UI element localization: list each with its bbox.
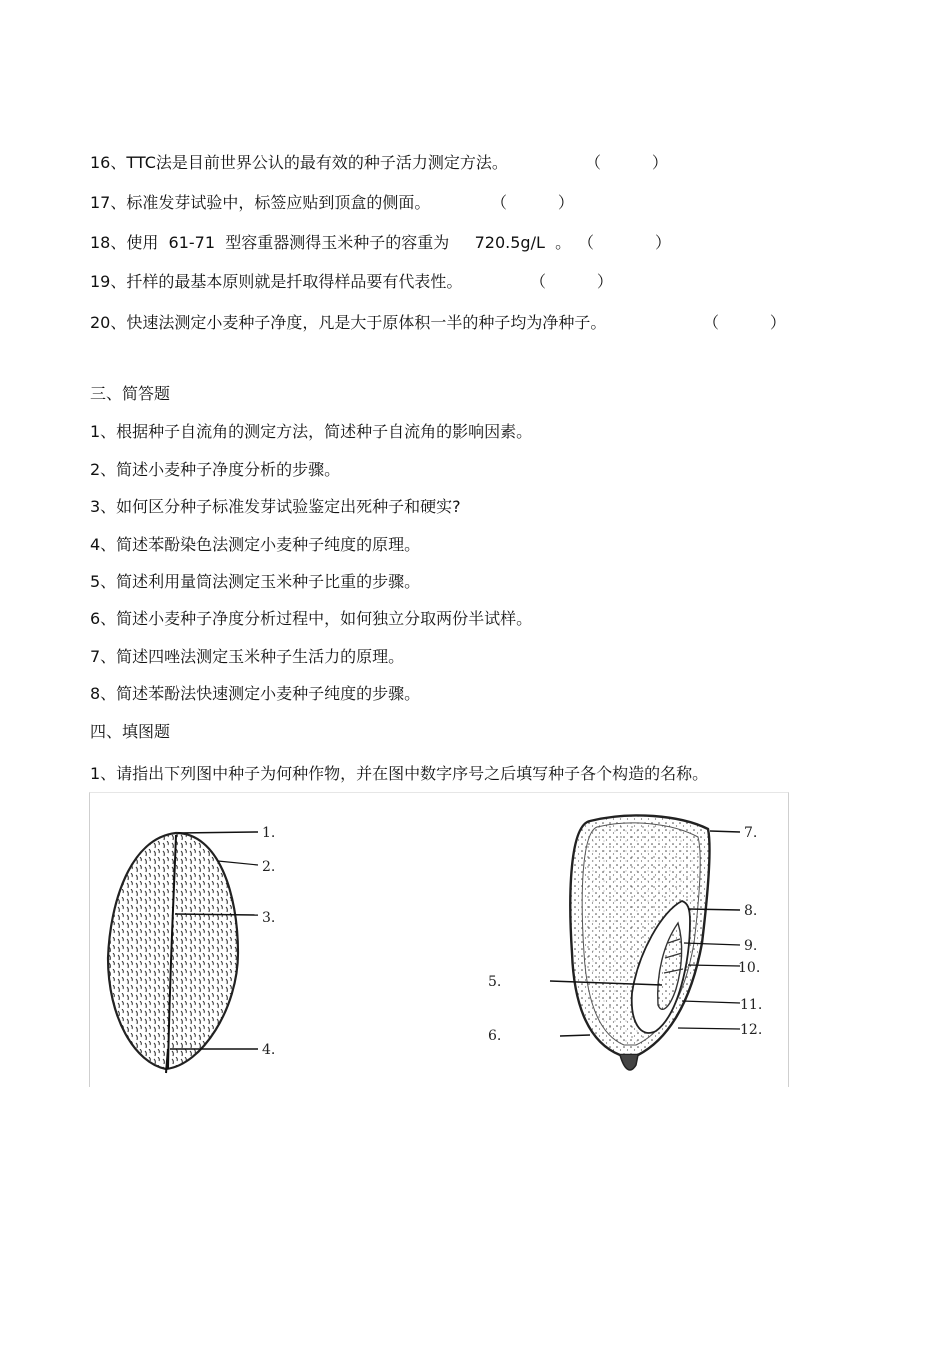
seed-figure-frame [89,792,789,1087]
label-2: 2. [262,859,276,875]
label-10: 10. [738,960,761,976]
tf-question-18: 18、使用 61-71 型容重器测得玉米种子的容重为 720.5g/L 。 [90,233,572,252]
short-answer-question: 6、简述小麦种子净度分析过程中，如何独立分取两份半试样。 [90,609,533,628]
label-6: 6. [488,1028,502,1044]
maize-seed-section-illustration [550,815,740,1070]
tf-question-20: 20、快速法测定小麦种子净度，凡是大于原体积一半的种子均为净种子。 [90,313,607,332]
label-12: 12. [740,1022,763,1038]
tf-question-16: 16、TTC法是目前世界公认的最有效的种子活力测定方法。 [90,153,508,172]
short-answer-question: 4、简述苯酚染色法测定小麦种子纯度的原理。 [90,535,421,554]
fill-figure-question: 1、请指出下列图中种子为何种作物，并在图中数字序号之后填写种子各个构造的名称。 [90,764,709,783]
label-4: 4. [262,1042,276,1058]
answer-bracket-20[interactable]: （ ） [703,313,786,332]
label-3: 3. [262,910,276,926]
seed-diagram [90,793,788,1087]
label-8: 8. [744,903,758,919]
label-9: 9. [744,938,758,954]
short-answer-question: 7、简述四唑法测定玉米种子生活力的原理。 [90,647,405,666]
short-answer-question: 2、简述小麦种子净度分析的步骤。 [90,460,341,479]
label-11: 11. [740,997,763,1013]
label-5: 5. [488,974,502,990]
wheat-seed-illustration [108,832,258,1073]
short-answer-question: 3、如何区分种子标准发芽试验鉴定出死种子和硬实? [90,497,461,516]
short-answer-question: 1、根据种子自流角的测定方法，简述种子自流角的影响因素。 [90,422,533,441]
tf-question-19: 19、扦样的最基本原则就是扦取得样品要有代表性。 [90,272,463,291]
section-4-title: 四、填图题 [90,722,171,741]
answer-bracket-17[interactable]: （ ） [491,193,574,212]
label-7: 7. [744,825,758,841]
section-3-title: 三、简答题 [90,384,171,403]
tf-question-17: 17、标准发芽试验中，标签应贴到顶盒的侧面。 [90,193,431,212]
label-1: 1. [262,825,276,841]
answer-bracket-19[interactable]: （ ） [530,272,613,291]
answer-bracket-18[interactable]: （ ） [578,233,672,252]
short-answer-question: 8、简述苯酚法快速测定小麦种子纯度的步骤。 [90,684,421,703]
short-answer-question: 5、简述利用量筒法测定玉米种子比重的步骤。 [90,572,421,591]
answer-bracket-16[interactable]: （ ） [585,153,668,172]
